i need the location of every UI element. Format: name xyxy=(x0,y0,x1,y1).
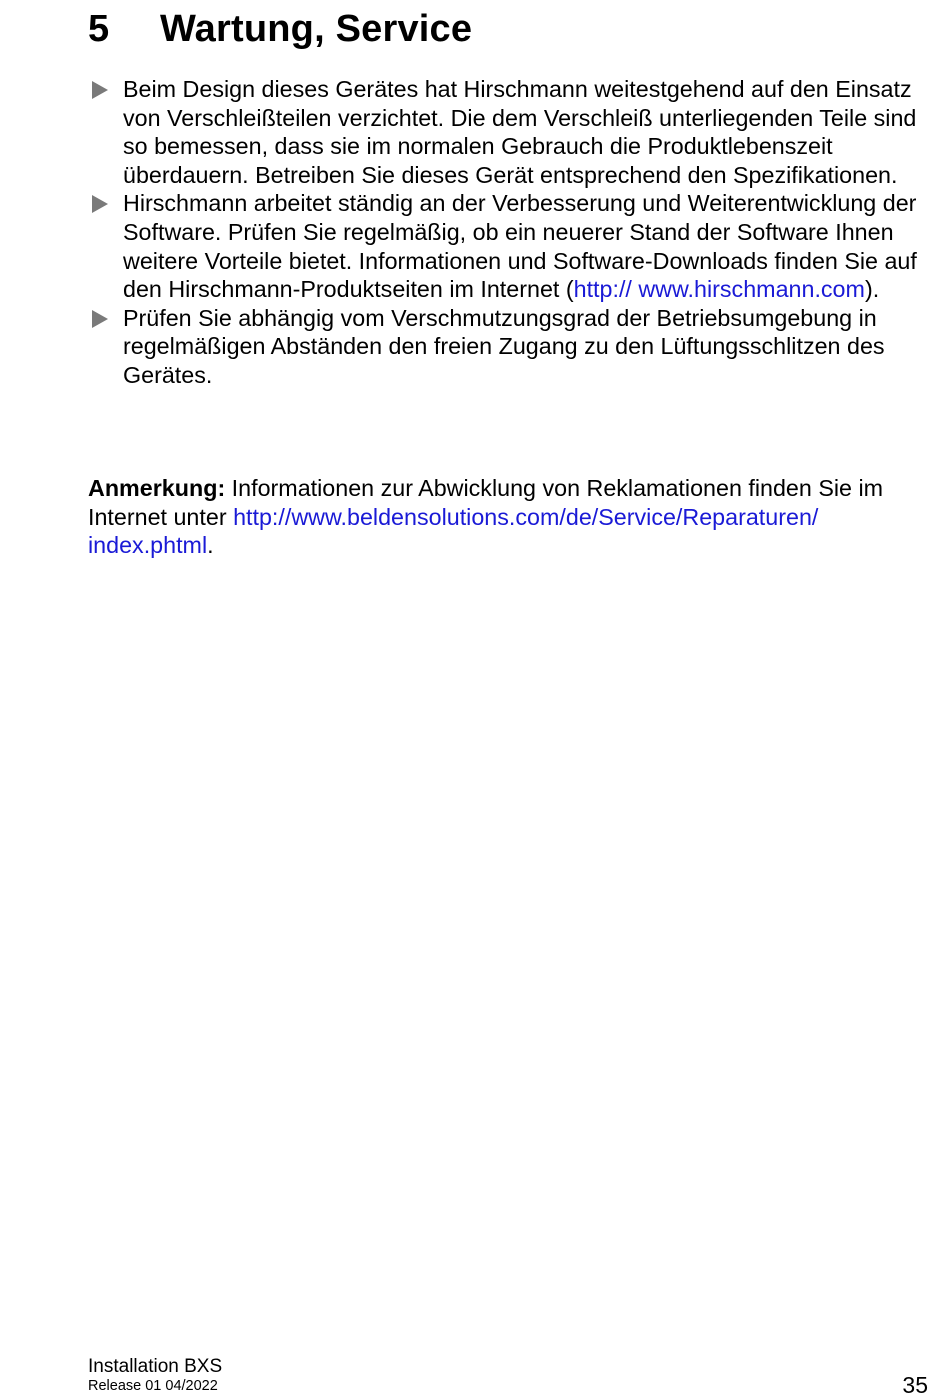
section-number: 5 xyxy=(88,8,110,50)
triangle-bullet-icon xyxy=(92,195,108,213)
footer-release: Release 01 04/2022 xyxy=(88,1378,218,1394)
list-item-text-end: ). xyxy=(864,276,880,303)
list-item xyxy=(88,304,928,390)
hirschmann-link[interactable]: http:// www.hirschmann.com xyxy=(573,276,865,303)
note-label: Anmerkung: xyxy=(88,475,226,501)
note-paragraph xyxy=(88,474,928,560)
list-item xyxy=(88,75,928,189)
footer-title: Installation BXS xyxy=(88,1356,223,1377)
section-heading xyxy=(88,6,472,52)
triangle-bullet-icon xyxy=(92,81,108,99)
section-title: Wartung, Service xyxy=(160,8,473,50)
note-text: Informationen zur Abwicklung von Reklamationen finden Sie im Internet unter xyxy=(88,475,884,530)
triangle-bullet-icon xyxy=(92,310,108,328)
page-number: 35 xyxy=(902,1372,928,1398)
list-item xyxy=(88,189,928,303)
belden-service-link[interactable]: http://www.beldensolutions.com/de/Service/Reparaturen/ index.phtml xyxy=(88,503,819,559)
list-item-text: Prüfen Sie abhängig vom Verschmutzungsgrad der Betriebsumgebung in regelmäßigen Abständen den freien Zugang zu den Lüftungsschlitzen des Gerätes. xyxy=(123,304,885,388)
maintenance-list xyxy=(88,75,928,390)
list-item-text: Beim Design dieses Gerätes hat Hirschmann weitestgehend auf den Einsatz von Verschleißteilen verzichtet. Die dem Verschleiß unterliegenden Teile sind so bemessen, dass sie im normalen Gebrauch die Produktlebenszeit überdauern. Betreiben Sie dieses Gerät entsprechend den Spezifikationen. xyxy=(123,76,917,188)
footer xyxy=(88,1356,222,1395)
note-text-end: . xyxy=(207,532,214,559)
list-item-text: Hirschmann arbeitet ständig an der Verbesserung und Weiterentwicklung der Software. Prüfen Sie regelmäßig, ob ein neuerer Stand der Software Ihnen weitere Vorteile bietet. Informationen und Software-Downloads finden Sie auf den Hirschmann-Produktseiten im Internet ( xyxy=(123,190,917,303)
